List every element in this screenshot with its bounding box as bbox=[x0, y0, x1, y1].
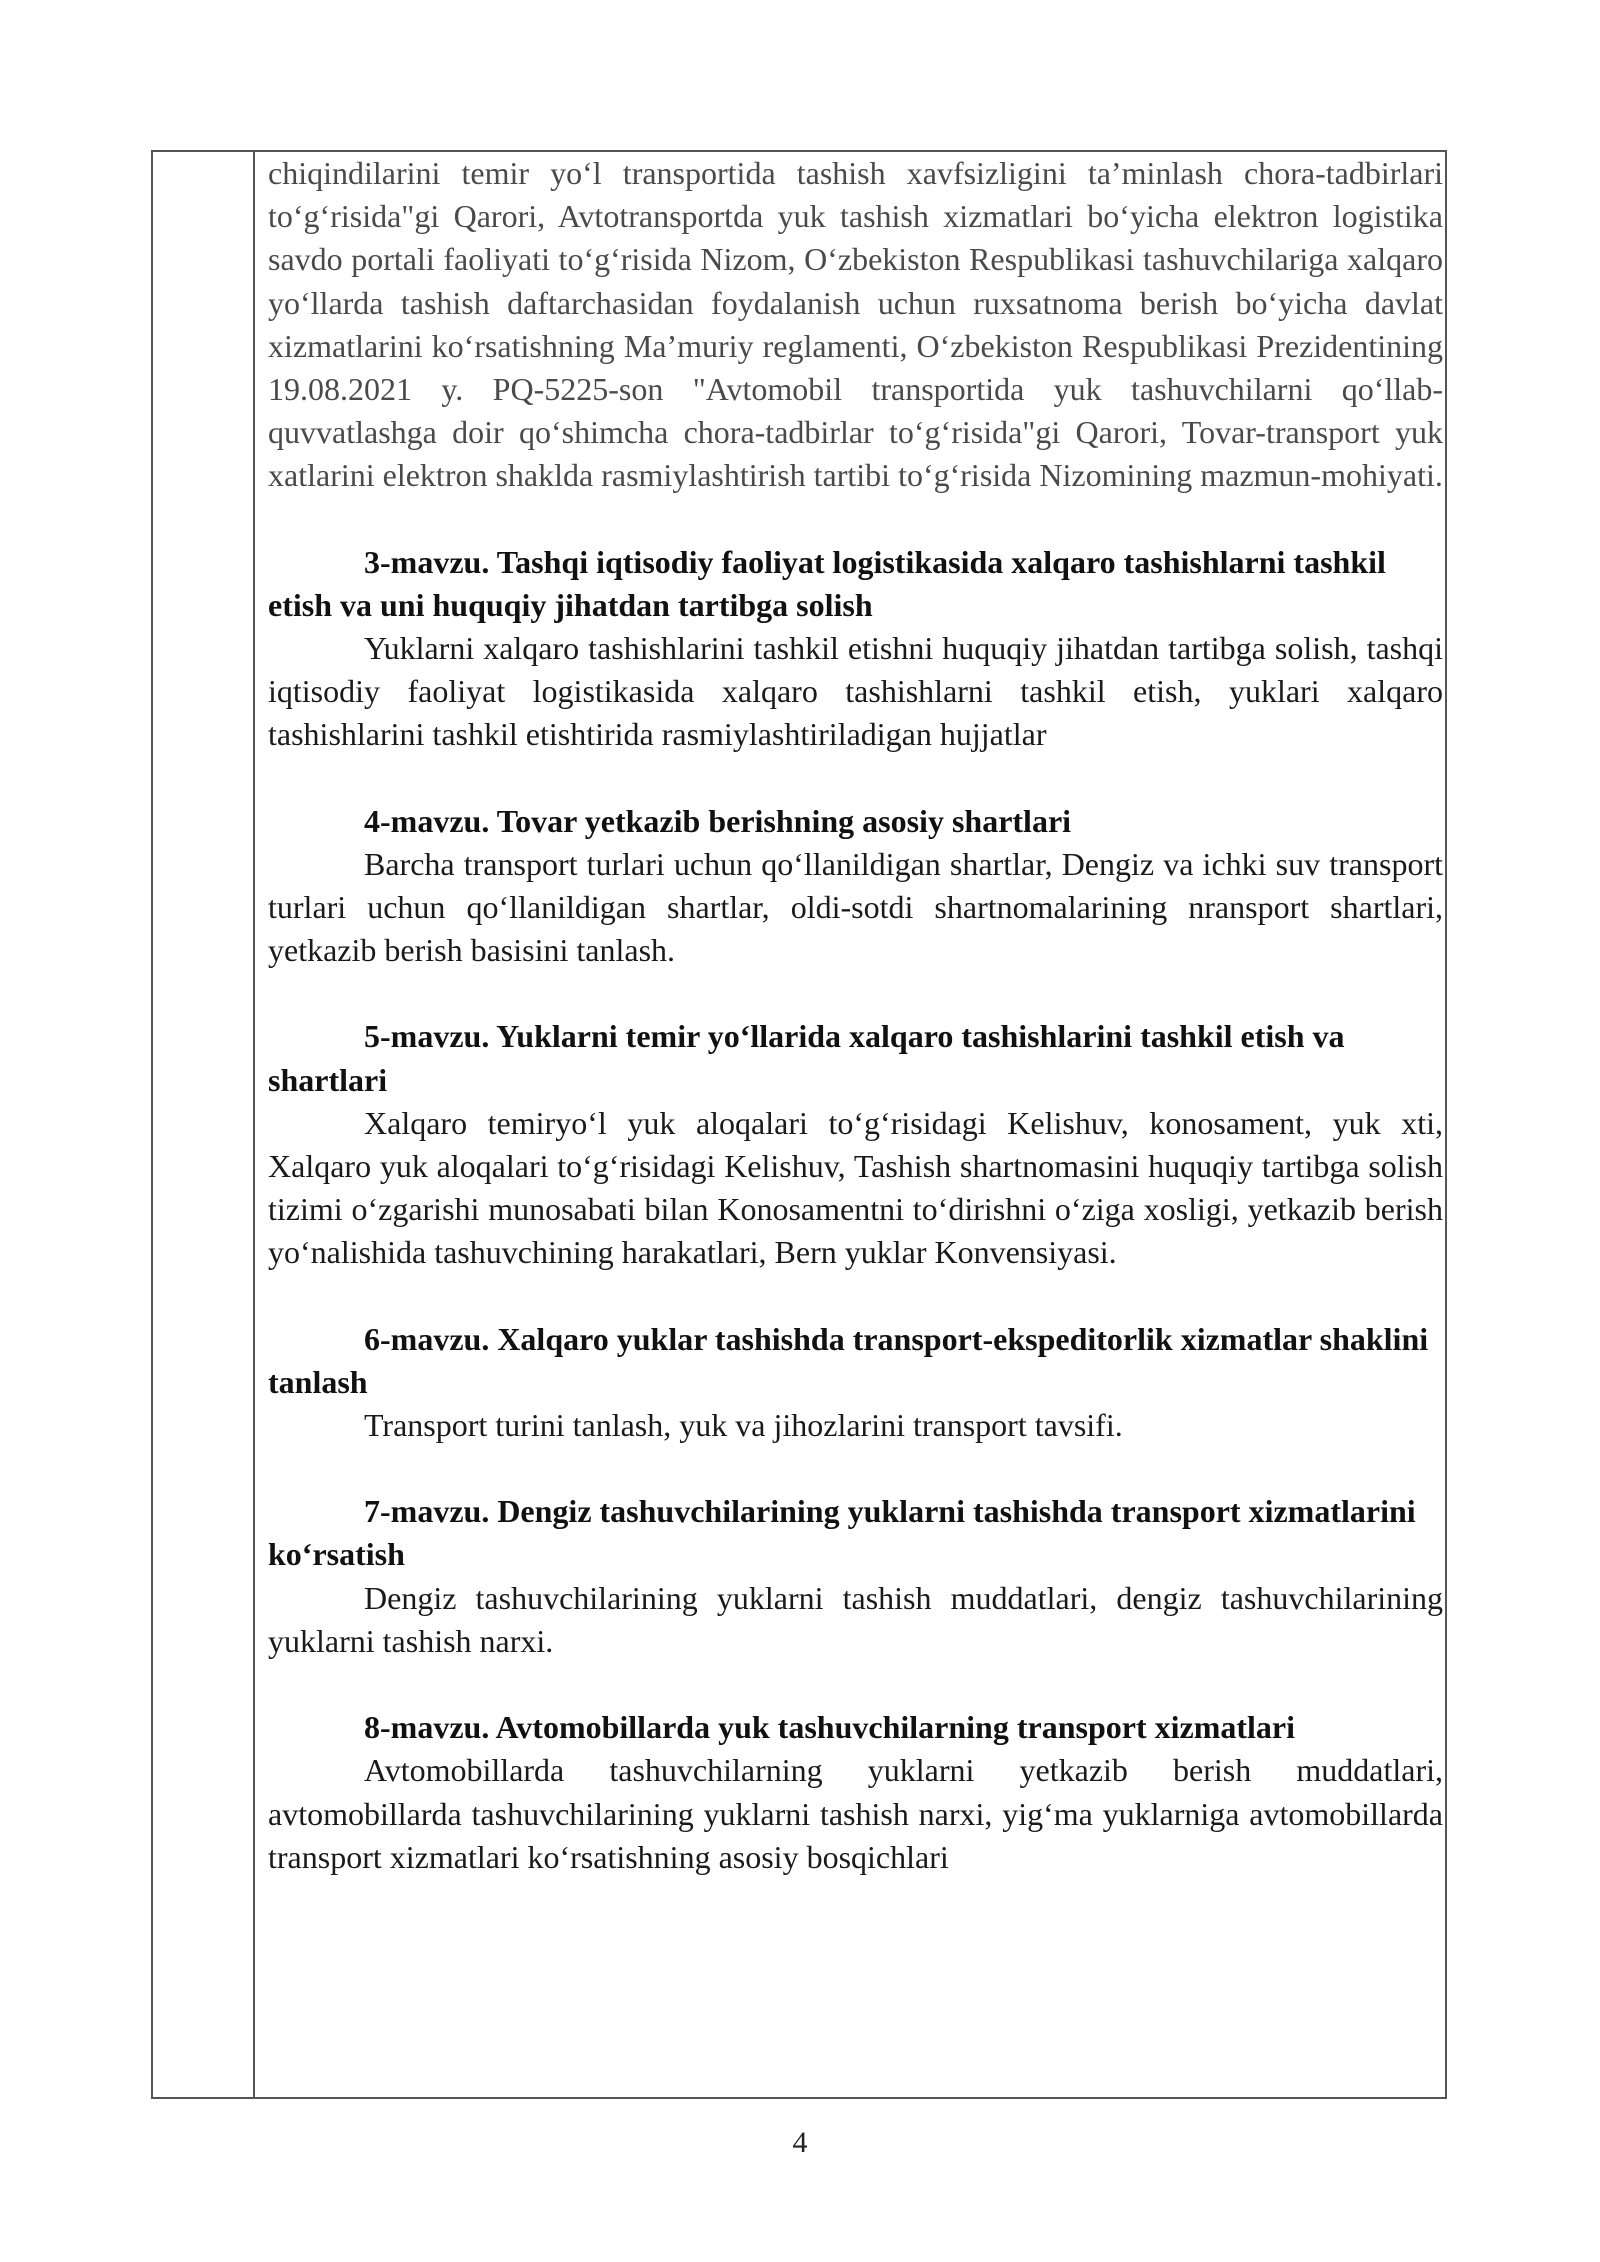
topic-body: Avtomobillarda tashuvchilarning yuklarni yetkazib berish muddatlari, avtomobillarda tashuvchilarining yuklarni tashish narxi, yig‘ma yuklarniga avtomobillarda transport xizmatlari ko‘rsatishning asosiy bosqichlari bbox=[268, 1752, 1443, 1875]
page-number: 4 bbox=[792, 2126, 808, 2159]
topic-section bbox=[268, 1318, 1443, 1448]
table-column-divider bbox=[253, 152, 255, 2097]
topic-section bbox=[268, 1706, 1443, 1879]
topic-section bbox=[268, 1490, 1443, 1663]
topic-body: Dengiz tashuvchilarining yuklarni tashish muddatlari, dengiz tashuvchilarining yuklarni tashish narxi. bbox=[268, 1579, 1443, 1659]
topic-section bbox=[268, 800, 1443, 973]
intro-paragraph: chiqindilarini temir yo‘l transportida tashish xavfsizligini ta’minlash chora-tadbirlari to‘g‘risida"gi Qarori, Avtotransportda yuk tashish xizmatlari bo‘yicha elektron logistika savdo portali faoliyati to‘g‘risida Nizom, O‘zbekiston Respublikasi tashuvchilariga xalqaro yo‘llarda tashish daftarchasidan foydalanish uchun ruxsatnoma berish bo‘yicha davlat xizmatlarini ko‘rsatishning Ma’muriy reglamenti, O‘zbekiston Respublikasi Prezidentining 19.08.2021 y. PQ-5225-son "Avtomobil transportida yuk tashuvchilarni qo‘llab-quvvatlashga doir qo‘shimcha chora-tadbirlar to‘g‘risida"gi Qarori, Tovar-transport yuk xatlarini elektron shaklda rasmiylashtirish tartibi to‘g‘risida Nizomining mazmun-mohiyati. bbox=[268, 155, 1443, 494]
topic-title: 6-mavzu. Xalqaro yuklar tashishda transport-ekspeditorlik xizmatlar shaklini tanlash bbox=[268, 1320, 1429, 1400]
topic-title: 8-mavzu. Avtomobillarda yuk tashuvchilarning transport xizmatlari bbox=[364, 1709, 1295, 1746]
topic-body: Yuklarni xalqaro tashishlarini tashkil etishni huquqiy jihatdan tartibga solish, tashqi iqtisodiy faoliyat logistikasida xalqaro tashishlarni tashkil etish, yuklari xalqaro tashishlarini tashkil etishtirida rasmiylashtiriladigan hujjatlar bbox=[268, 630, 1443, 753]
topic-title: 7-mavzu. Dengiz tashuvchilarining yuklarni tashishda transport xizmatlarini ko‘rsatish bbox=[268, 1493, 1416, 1573]
topic-body: Barcha transport turlari uchun qo‘llanildigan shartlar, Dengiz va ichki suv transport turlari uchun qo‘llanildigan shartlar, oldi-sotdi shartnomalarining nransport shartlari, yetkazib berish basisini tanlash. bbox=[268, 845, 1443, 969]
content-table bbox=[151, 150, 1447, 2099]
topic-body: Xalqaro temiryo‘l yuk aloqalari to‘g‘risidagi Kelishuv, konosament, yuk xti, Xalqaro yuk aloqalari to‘g‘risidagi Kelishuv, Tashish shartnomasini huquqiy tartibga solish tizimi o‘zgarishi munosabati bilan Konosamentni to‘dirishni o‘ziga xosligi, yetkazib berish yo‘nalishida tashuvchining harakatlari, Bern yuklar Konvensiyasi. bbox=[268, 1104, 1443, 1271]
topic-title: 3-mavzu. Tashqi iqtisodiy faoliyat logistikasida xalqaro tashishlarni tashkil etish va uni huquqiy jihatdan tartibga solish bbox=[268, 543, 1386, 623]
topic-body: Transport turini tanlash, yuk va jihozlarini transport tavsifi. bbox=[364, 1407, 1123, 1444]
topic-title: 4-mavzu. Tovar yetkazib berishning asosiy shartlari bbox=[364, 802, 1072, 839]
topic-section bbox=[268, 1015, 1443, 1274]
topic-section bbox=[268, 541, 1443, 757]
table-content-cell bbox=[268, 152, 1443, 1879]
topic-title: 5-mavzu. Yuklarni temir yo‘llarida xalqaro tashishlarini tashkil etish va shartlari bbox=[268, 1018, 1345, 1098]
